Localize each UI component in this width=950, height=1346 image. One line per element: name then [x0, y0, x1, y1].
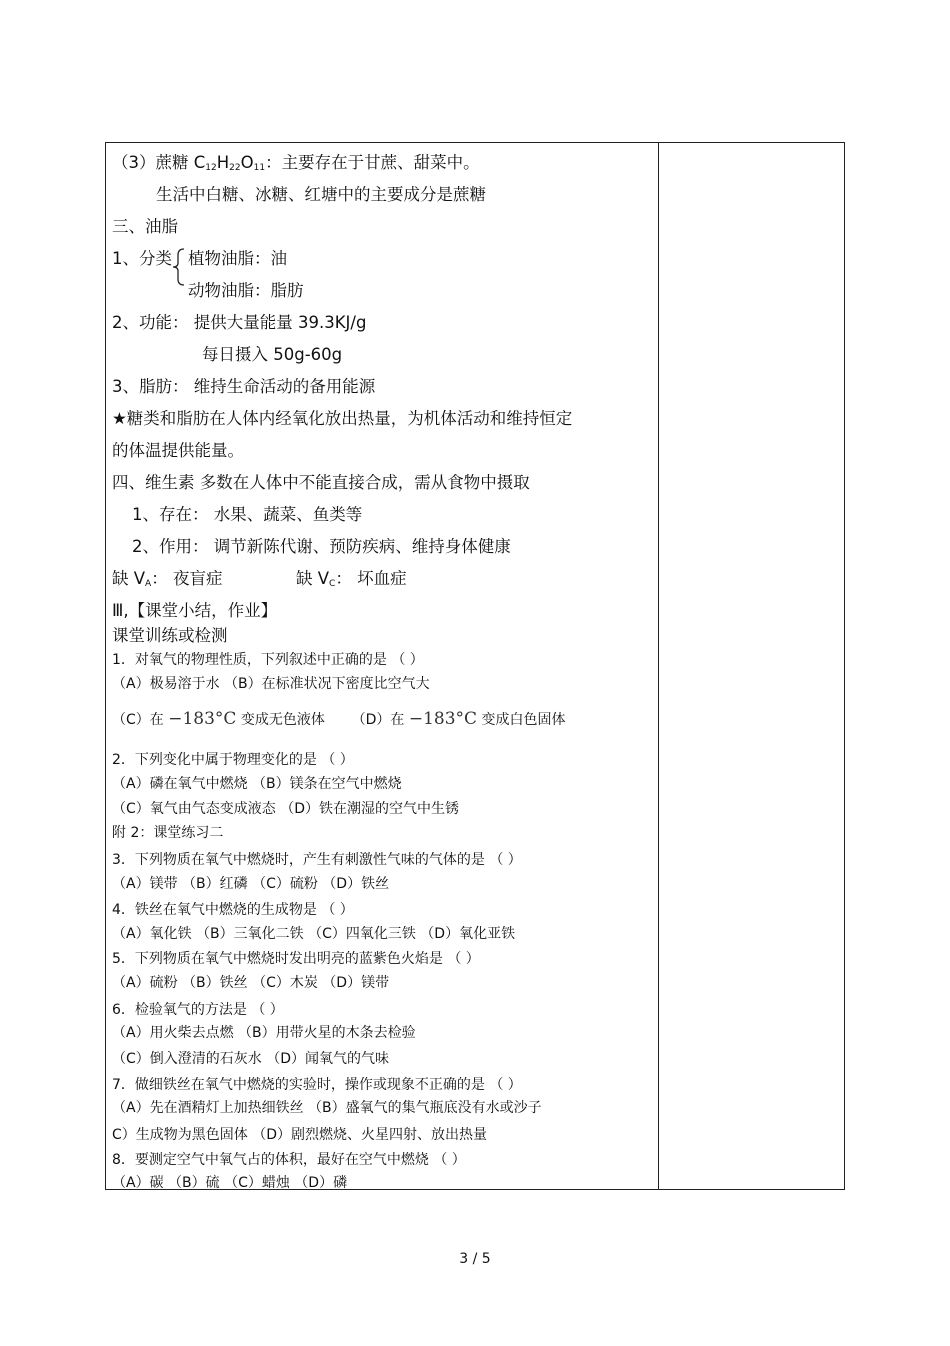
fat-plant: 植物油脂：油 — [188, 249, 287, 268]
column-divider — [658, 143, 659, 1189]
question-7-options-ab: （A）先在酒精灯上加热细铁丝 （B）盛氧气的集气瓶底没有水或沙子 — [112, 1100, 542, 1116]
page-number: 3 / 5 — [459, 1251, 491, 1267]
fat-daily: 每日摄入 50g-60g — [202, 345, 343, 364]
fat-animal: 动物油脂：脂肪 — [188, 281, 304, 300]
question-8: 8．要测定空气中氧气占的体积，最好在空气中燃烧 （ ） — [112, 1152, 466, 1168]
vitamin-lack-c: 缺 $V_C$： 坏血症 — [296, 569, 407, 589]
temperature-value: −183°C — [408, 709, 478, 729]
summary-heading: Ⅲ,【课堂小结，作业】 — [112, 601, 278, 620]
question-6-options-ab: （A）用火柴去点燃 （B）用带火星的木条去检验 — [112, 1025, 416, 1041]
question-2-options-ab: （A）磷在氧气中燃烧 （B）镁条在空气中燃烧 — [112, 776, 402, 792]
brace-icon — [172, 247, 186, 287]
fat-heading: 三、油脂 — [112, 217, 178, 236]
question-1-options-cd: （C）在 −183°C 变成无色液体 （D）在 −183°C 变成白色固体 — [112, 709, 566, 729]
question-4: 4．铁丝在氧气中燃烧的生成物是 （ ） — [112, 902, 354, 918]
vitamin-effect: 2、作用： 调节新陈代谢、预防疾病、维持身体健康 — [132, 537, 511, 556]
question-1: 1．对氧气的物理性质，下列叙述中正确的是 （ ） — [112, 652, 424, 668]
appendix-heading: 附 2：课堂练习二 — [112, 825, 224, 841]
question-6-options-cd: （C）倒入澄清的石灰水 （D）闻氧气的气味 — [112, 1051, 390, 1067]
question-5: 5．下列物质在氧气中燃烧时发出明亮的蓝紫色火焰是 （ ） — [112, 951, 480, 967]
sucrose-line: （3）蔗糖 $C_{12}H_{22}O_{11}$：主要存在于甘蔗、甜菜中。 — [112, 153, 480, 173]
sucrose-formula: $C_{12}H_{22}O_{11}$ — [193, 153, 266, 173]
vitamin-lack-a: 缺 $V_A$： 夜盲症 — [112, 569, 223, 589]
question-2: 2．下列变化中属于物理变化的是 （ ） — [112, 752, 354, 768]
question-5-options: （A）硫粉 （B）铁丝 （C）木炭 （D）镁带 — [112, 975, 390, 991]
lesson-table — [105, 142, 845, 1190]
question-4-options: （A）氧化铁 （B）三氧化二铁 （C）四氧化三铁 （D）氧化亚铁 — [112, 926, 516, 942]
sucrose-note: 生活中白糖、冰糖、红塘中的主要成分是蔗糖 — [156, 185, 486, 204]
question-7-options-cd: C）生成物为黑色固体 （D）剧烈燃烧、火星四射、放出热量 — [112, 1127, 488, 1143]
question-6: 6．检验氧气的方法是 （ ） — [112, 1002, 284, 1018]
vitamin-exist: 1、存在： 水果、蔬菜、鱼类等 — [132, 505, 363, 524]
question-3-options: （A）镁带 （B）红磷 （C）硫粉 （D）铁丝 — [112, 876, 390, 892]
fat-class-label: 1、分类 — [112, 249, 172, 268]
vitamin-heading: 四、维生素 多数在人体中不能直接合成，需从食物中摄取 — [112, 473, 530, 492]
fat-function: 2、功能： 提供大量能量 39.3KJ/g — [112, 313, 367, 332]
temperature-value: −183°C — [168, 709, 237, 729]
question-7: 7．做细铁丝在氧气中燃烧的实验时，操作或现象不正确的是 （ ） — [112, 1077, 522, 1093]
question-1-options-ab: （A）极易溶于水 （B）在标准状况下密度比空气大 — [112, 676, 430, 692]
question-8-options: （A）碳 （B）硫 （C）蜡烛 （D）磷 — [112, 1175, 348, 1191]
fat-role: 3、脂肪： 维持生命活动的备用能源 — [112, 377, 376, 396]
star-note-line1: ★糖类和脂肪在人体内经氧化放出热量，为机体活动和维持恒定 — [112, 409, 573, 428]
star-note-line2: 的体温提供能量。 — [112, 441, 244, 460]
question-2-options-cd: （C）氧气由气态变成液态 （D）铁在潮湿的空气中生锈 — [112, 801, 460, 817]
question-3: 3．下列物质在氧气中燃烧时，产生有刺激性气味的气体的是 （ ） — [112, 852, 522, 868]
training-heading: 课堂训练或检测 — [112, 626, 228, 645]
